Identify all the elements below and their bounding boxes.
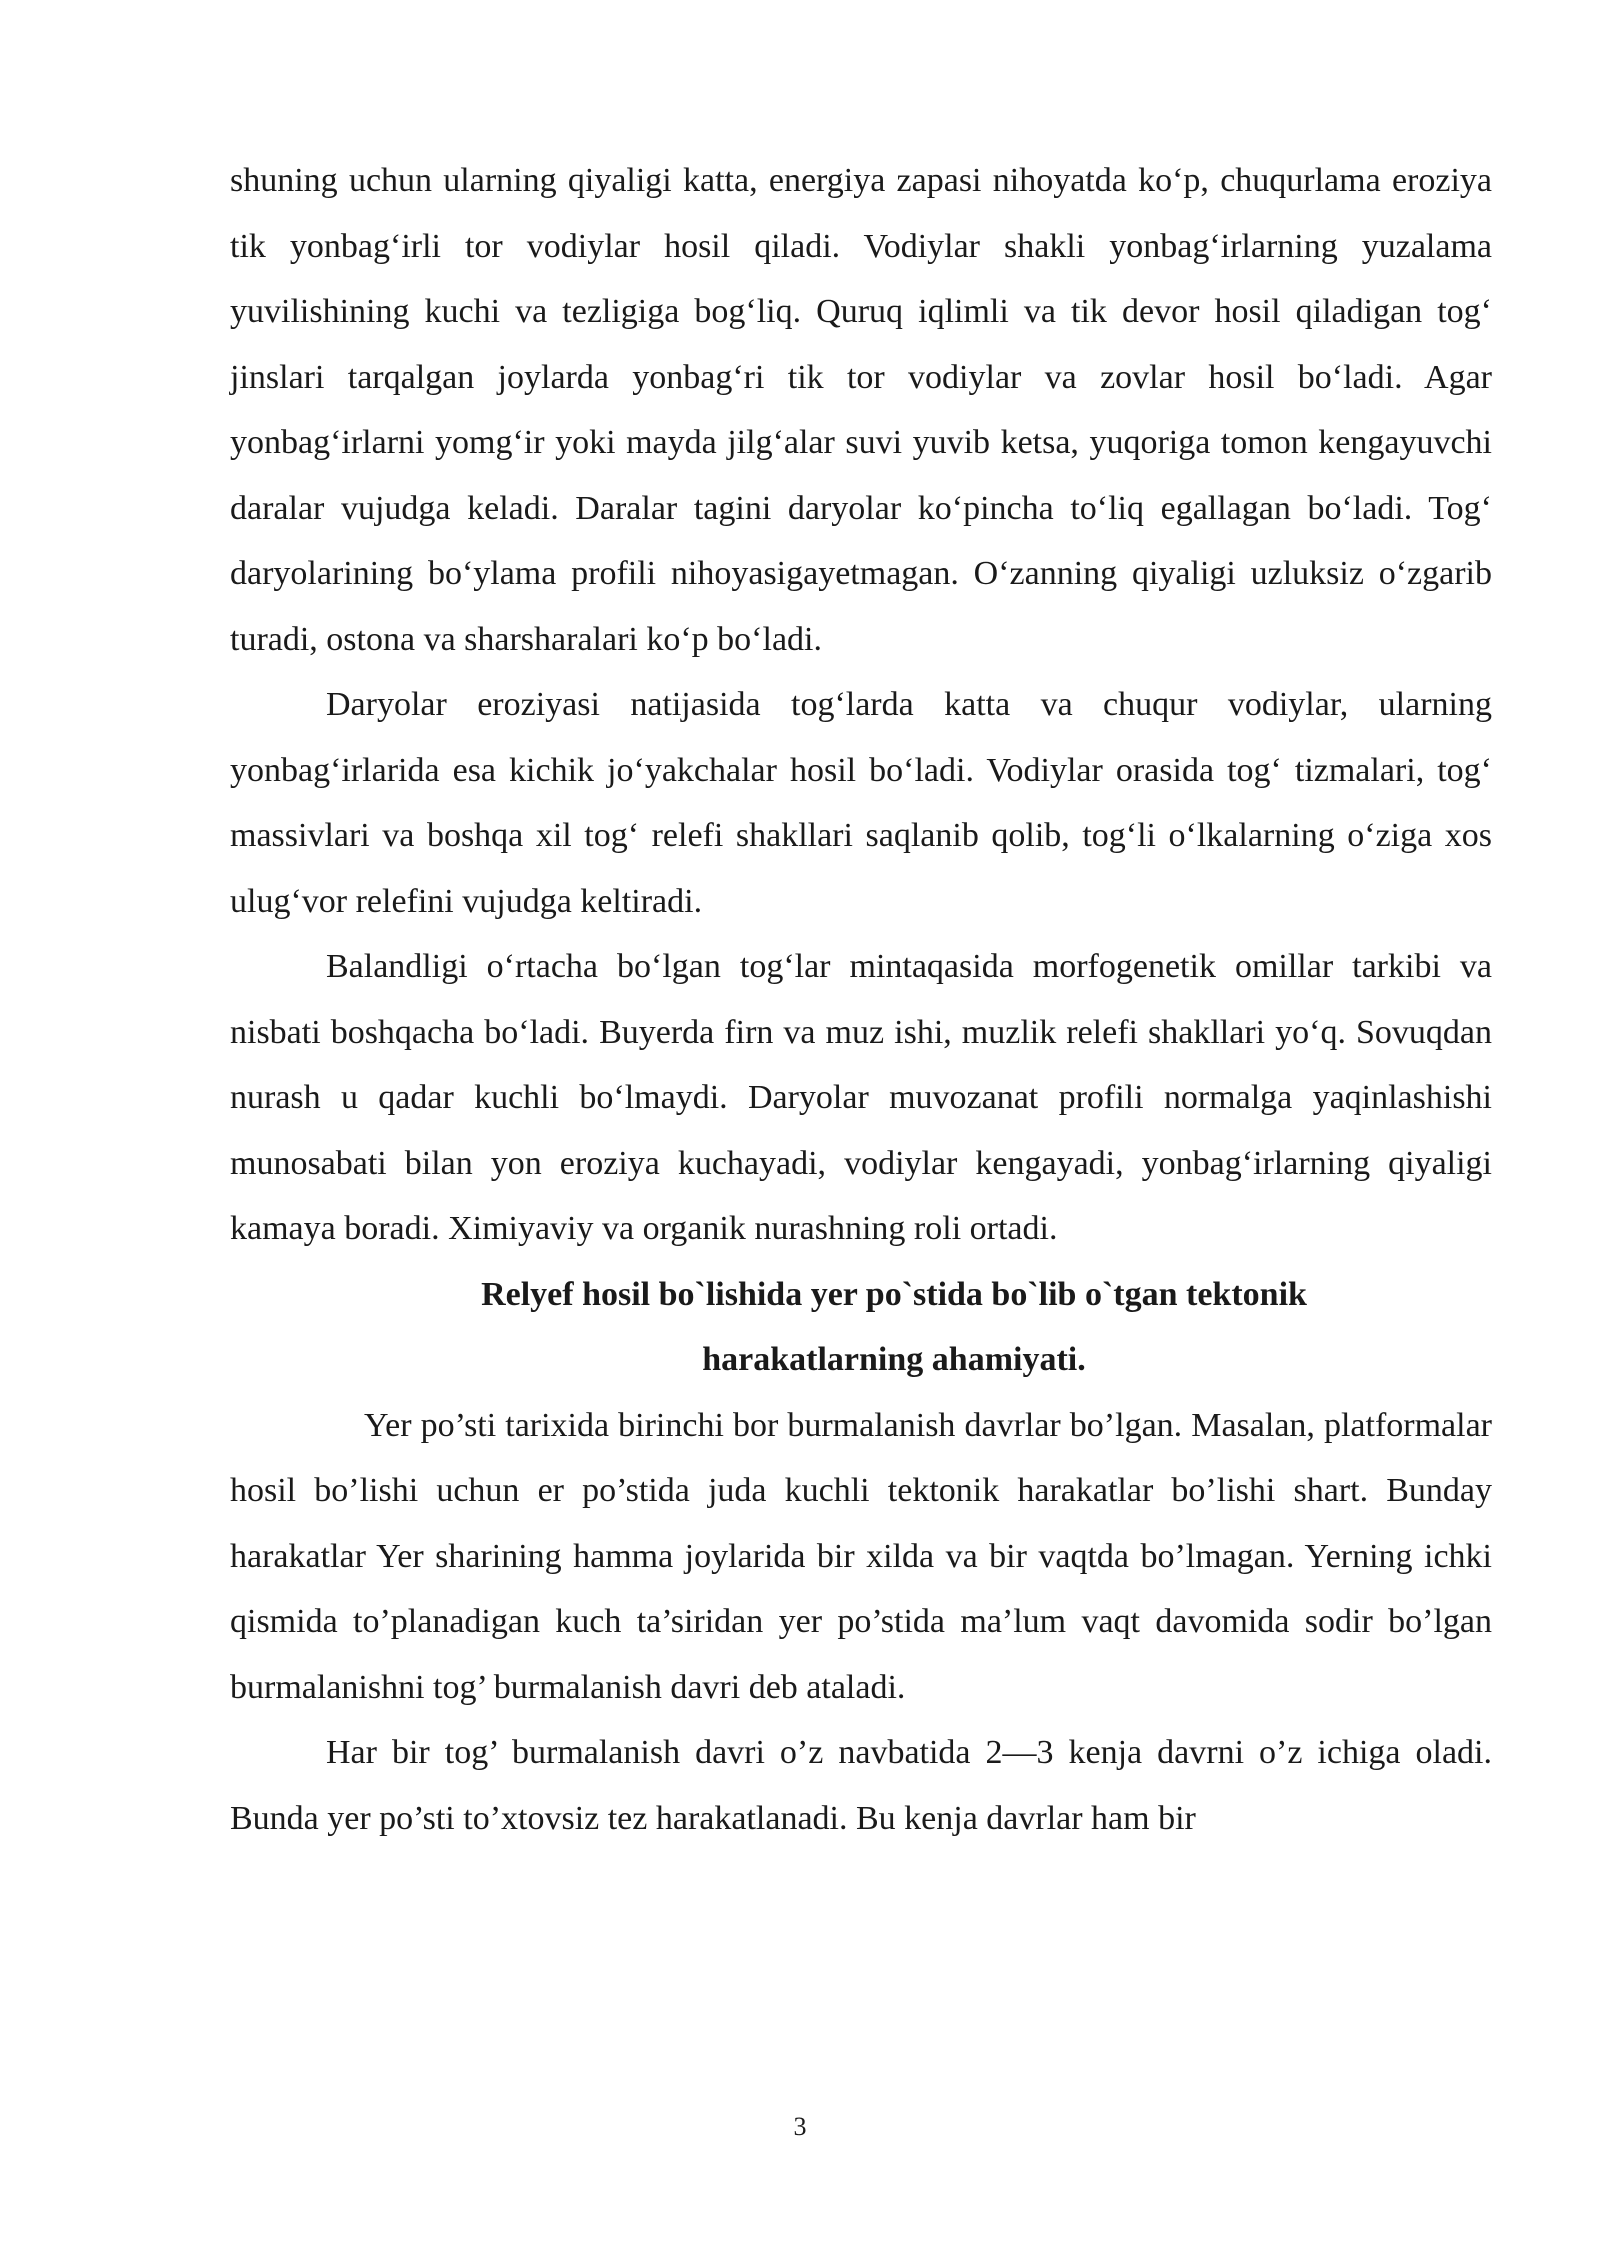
- section-heading-line-1: Relyef hosil bo`lishida yer po`stida bo`lib o`tgan tektonik: [481, 1275, 1307, 1313]
- body-text: [230, 148, 1492, 1851]
- paragraph-medium-mountains: Balandligi o‘rtacha bo‘lgan tog‘lar mintaqasida morfogenetik omillar tarkibi va nisbati boshqacha bo‘ladi. Buyerda firn va muz ishi, muzlik relefi shakllari yo‘q. Sovuqdan nurash u qadar kuchli bo‘lmaydi. Daryolar muvozanat profili normalga yaqinlashishi munosabati bilan yon eroziya kuchayadi, vodiylar kengayadi, yonbag‘irlarning qiyaligi kamaya boradi. Ximiyaviy va organik nurashning roli ortadi.: [230, 948, 1492, 1247]
- paragraph-sub-periods: Har bir tog’ burmalanish davri o’z navbatida 2—3 kenja davrni o’z ichiga oladi. Bunda yer po’sti to’xtovsiz tez harakatlanadi. Bu kenja davrlar ham bir: [230, 1734, 1492, 1837]
- paragraph-folding-periods: Yer po’sti tarixida birinchi bor burmalanish davrlar bo’lgan. Masalan, platformalar hosil bo’lishi uchun er po’stida juda kuchli tektonik harakatlar bo’lishi shart. Bunday harakatlar Yer sharining hamma joylarida bir xilda va bir vaqtda bo’lmagan. Yerning ichki qismida to’planadigan kuch ta’siridan yer po’stida ma’lum vaqt davomida sodir bo’lgan burmalanishni tog’ burmalanish davri deb ataladi.: [230, 1406, 1492, 1706]
- paragraph-continuation: shuning uchun ularning qiyaligi katta, energiya zapasi nihoyatda ko‘p, chuqurlama eroziya tik yonbag‘irli tor vodiylar hosil qiladi. Vodiylar shakli yonbag‘irlarning yuzalama yuvilishining kuchi va tezligiga bog‘liq. Quruq iqlimli va tik devor hosil qiladigan tog‘ jinslari tarqalgan joylarda yonbag‘ri tik tor vodiylar va zovlar hosil bo‘ladi. Agar yonbag‘irlarni yomg‘ir yoki mayda jilg‘alar suvi yuvib ketsa, yuqoriga tomon kengayuvchi daralar vujudga keladi. Daralar tagini daryolar ko‘pincha to‘liq egallagan bo‘ladi. Tog‘ daryolarining bo‘ylama profili nihoyasigayetmagan. O‘zanning qiyaligi uzluksiz o‘zgarib turadi, ostona va sharsharalari ko‘p bo‘ladi.: [230, 162, 1492, 658]
- section-heading-line-2: harakatlarning ahamiyati.: [702, 1341, 1086, 1378]
- paragraph-river-erosion: Daryolar eroziyasi natijasida tog‘larda katta va chuqur vodiylar, ularning yonbag‘irlarida esa kichik jo‘yakchalar hosil bo‘ladi. Vodiylar orasida tog‘ tizmalari, tog‘ massivlari va boshqa xil tog‘ relefi shakllari saqlanib qolib, tog‘li o‘lkalarning o‘ziga xos ulug‘vor relefini vujudga keltiradi.: [230, 686, 1492, 920]
- page-number: 3: [793, 2112, 807, 2141]
